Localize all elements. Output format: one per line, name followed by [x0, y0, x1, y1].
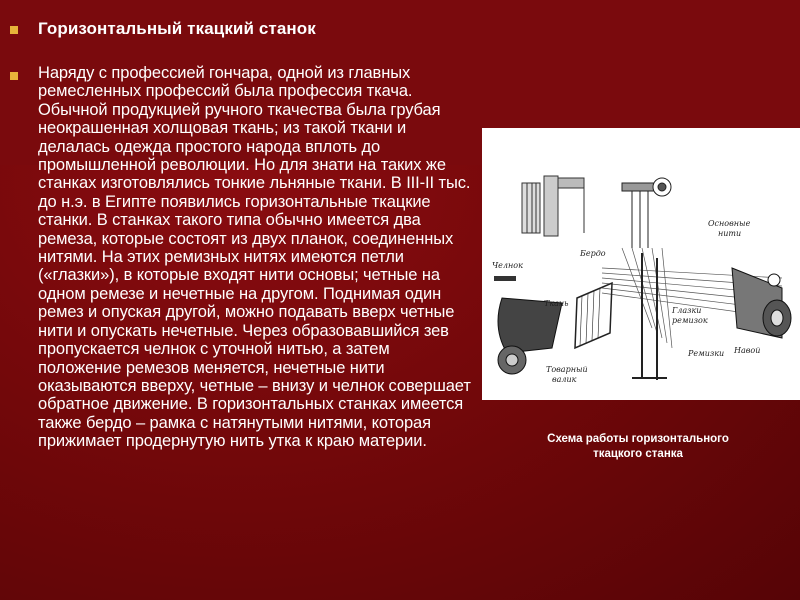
label-niti: нити [718, 229, 742, 238]
loom-diagram [482, 128, 800, 400]
body-paragraph: Наряду с профессией гончара, одной из главных ремесленных профессий была профессия ткача. Обычной продукцией ручного ткачества была грубая неокрашенная холщовая ткань; из такой ткани и делалась одежда простого народа вплоть до промышленной революции. Но для знати на таких же станках изготовлялись тонкие льняные ткани. В III-II тыс. до н.э. в Египте появились горизонтальные ткацкие станки. В станках такого типа обычно имеется два ремеза, которые состоят из двух планок, соединенных нитями. На этих ремизных нитях имеются петли («глазки»), в которые входят нити основы; четные на одном ремезе и нечетные на другом. Поднимая один ремез и опуская другой, можно подавать вверх четные нити и опускать нечетные. Через образовавшийся зев пропускается челнок с уточной нитью, а затем положение ремезов меняется, нечетные нити оказываются вверху, четные – внизу и челнок совершает обратное движение. В горизонтальных станках имеется также бердо – рамка с натянутыми нитями, которая прижимает продернутую нить утка к краю материи. [38, 64, 471, 451]
label-remizki: Ремизки [688, 349, 725, 358]
loom-diagram-svg [482, 128, 800, 400]
caption-line-2: ткацкого станка [593, 448, 683, 460]
figure-caption [488, 432, 788, 462]
label-glazki: Глазки [672, 306, 702, 315]
label-osnovnye: Основные [708, 219, 751, 228]
label-valik: валик [552, 375, 577, 384]
caption-line-1: Схема работы горизонтального [547, 433, 729, 445]
title-bullet-icon [10, 26, 18, 34]
label-tovarny: Товарный [546, 365, 588, 374]
slide-title: Горизонтальный ткацкий станок [38, 19, 316, 38]
label-remizok: ремизок [672, 316, 708, 325]
label-chelnok: Челнок [492, 261, 523, 270]
label-navoi: Навой [734, 346, 761, 355]
label-berdo: Бердо [580, 249, 606, 258]
label-tkan: Ткань [544, 299, 569, 308]
body-bullet-icon [10, 72, 18, 80]
